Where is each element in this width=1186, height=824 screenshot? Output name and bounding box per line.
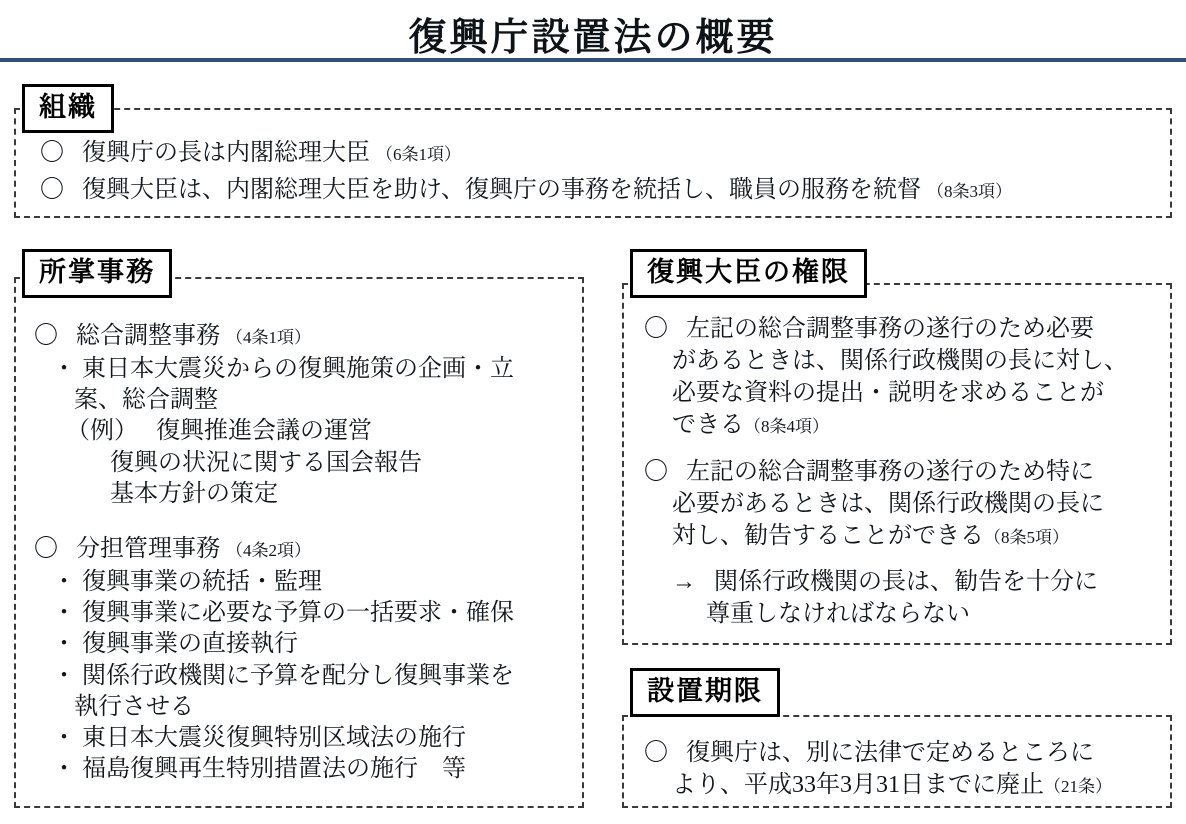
list-item-text: 左記の総合調整事務の遂行のため特に — [686, 458, 1094, 485]
duties-group-heading — [34, 315, 574, 350]
duties-group-heading — [34, 528, 574, 563]
deadline-body — [644, 737, 1160, 801]
list-item-text: 復興事業に必要な予算の一括要求・確保 — [82, 600, 514, 627]
section-badge-authority: 復興大臣の権限 — [630, 249, 867, 298]
page-title: 復興庁設置法の概要 — [408, 17, 778, 59]
list-item-text: 東日本大震災からの復興施策の企画・立 — [82, 356, 514, 382]
law-reference: （4条1項） — [226, 328, 311, 347]
law-reference: （4条2項） — [226, 540, 311, 560]
list-item — [52, 754, 574, 785]
law-reference: （8条5項） — [984, 527, 1069, 547]
example-label: （例） — [66, 418, 138, 445]
list-marker: 〇 — [40, 177, 64, 204]
list-marker: ・ — [52, 600, 76, 627]
list-item-text: があるときは、関係行政機関の長に対し、 — [672, 348, 1128, 375]
list-item-text: 必要な資料の提出・説明を求めることが — [672, 380, 1104, 407]
arrow-note — [672, 566, 1160, 630]
panel-deadline — [622, 715, 1172, 808]
list-item-text-last — [672, 409, 1160, 441]
list-marker: ・ — [52, 631, 76, 658]
list-marker: ・ — [52, 568, 76, 595]
section-badge-organization: 組織 — [22, 84, 114, 133]
list-item-continuation: 案、総合調整 — [74, 387, 218, 414]
list-item — [52, 567, 574, 598]
list-marker: 〇 — [644, 316, 668, 342]
list-item-text: 復興大臣は、内閣総理大臣を助け、復興庁の事務を統括し、職員の服務を統督 — [82, 177, 922, 204]
duties-body — [34, 315, 574, 789]
list-item-text: 関係行政機関に予算を配分し復興事業を — [82, 662, 514, 689]
law-reference: （8条4項） — [744, 417, 829, 437]
panel-duties — [14, 277, 584, 808]
title-bar — [0, 0, 1186, 62]
example-text: 復興の状況に関する国会報告 — [110, 449, 422, 476]
list-marker: 〇 — [34, 535, 58, 562]
list-item-text: できる — [672, 412, 744, 439]
list-item-text: 福島復興再生特別措置法の施行 等 — [82, 756, 466, 783]
list-marker: ・ — [52, 724, 76, 751]
list-item — [52, 354, 574, 416]
section-badge-deadline: 設置期限 — [630, 668, 780, 717]
list-item-text: より、平成33年3月31日までに廃止 — [672, 772, 1044, 799]
authority-body — [644, 313, 1160, 630]
arrow-note-text: 尊重しなければならない — [706, 601, 970, 628]
arrow-note-text: 関係行政機関の長は、勧告を十分に — [714, 569, 1098, 596]
list-item — [40, 138, 1160, 169]
list-item — [52, 723, 574, 754]
list-item-text: 必要があるときは、関係行政機関の長に — [672, 490, 1104, 517]
list-item-continuation: 執行させる — [74, 693, 194, 720]
list-item-text: 左記の総合調整事務の遂行のため必要 — [686, 316, 1094, 342]
example-text: 基本方針の策定 — [110, 480, 278, 507]
list-item-text: 復興事業の統括・監理 — [82, 568, 322, 595]
list-item — [644, 456, 1160, 552]
law-reference: （6条1項） — [376, 145, 461, 164]
list-item-text: 対し、勧告することができる — [672, 522, 984, 549]
panel-authority — [622, 283, 1172, 645]
list-item-text-last — [672, 520, 1160, 552]
list-item-text-last — [672, 769, 1160, 801]
duties-group — [34, 528, 574, 785]
list-item-text: 復興事業の直接執行 — [82, 631, 298, 658]
example-item — [66, 416, 574, 510]
list-marker: ・ — [52, 356, 76, 382]
organization-items — [40, 138, 1160, 212]
list-item-text: 東日本大震災復興特別区域法の施行 — [82, 724, 466, 751]
list-marker: 〇 — [40, 140, 64, 166]
section-badge-duties: 所掌事務 — [22, 249, 172, 298]
example-text: 復興推進会議の運営 — [156, 418, 372, 445]
list-marker: 〇 — [644, 458, 668, 485]
list-marker: ・ — [52, 662, 76, 689]
list-item — [644, 313, 1160, 442]
list-item — [52, 629, 574, 660]
duties-group-title: 総合調整事務 — [76, 323, 220, 349]
list-item — [52, 661, 574, 723]
list-marker: 〇 — [34, 323, 58, 349]
arrow-icon: → — [672, 569, 696, 596]
list-item-text: 復興庁の長は内閣総理大臣 — [82, 140, 370, 166]
list-item-text: 復興庁は、別に法律で定めるところに — [686, 740, 1094, 766]
list-marker: 〇 — [644, 740, 668, 766]
law-reference: （21条） — [1044, 777, 1112, 797]
list-item — [644, 737, 1160, 801]
law-reference: （8条3項） — [927, 182, 1013, 202]
duties-group — [34, 315, 574, 510]
panel-organization — [14, 108, 1172, 218]
duties-group-title: 分担管理事務 — [76, 535, 220, 562]
list-marker: ・ — [52, 756, 76, 783]
list-item — [52, 598, 574, 629]
list-item — [40, 175, 1160, 206]
